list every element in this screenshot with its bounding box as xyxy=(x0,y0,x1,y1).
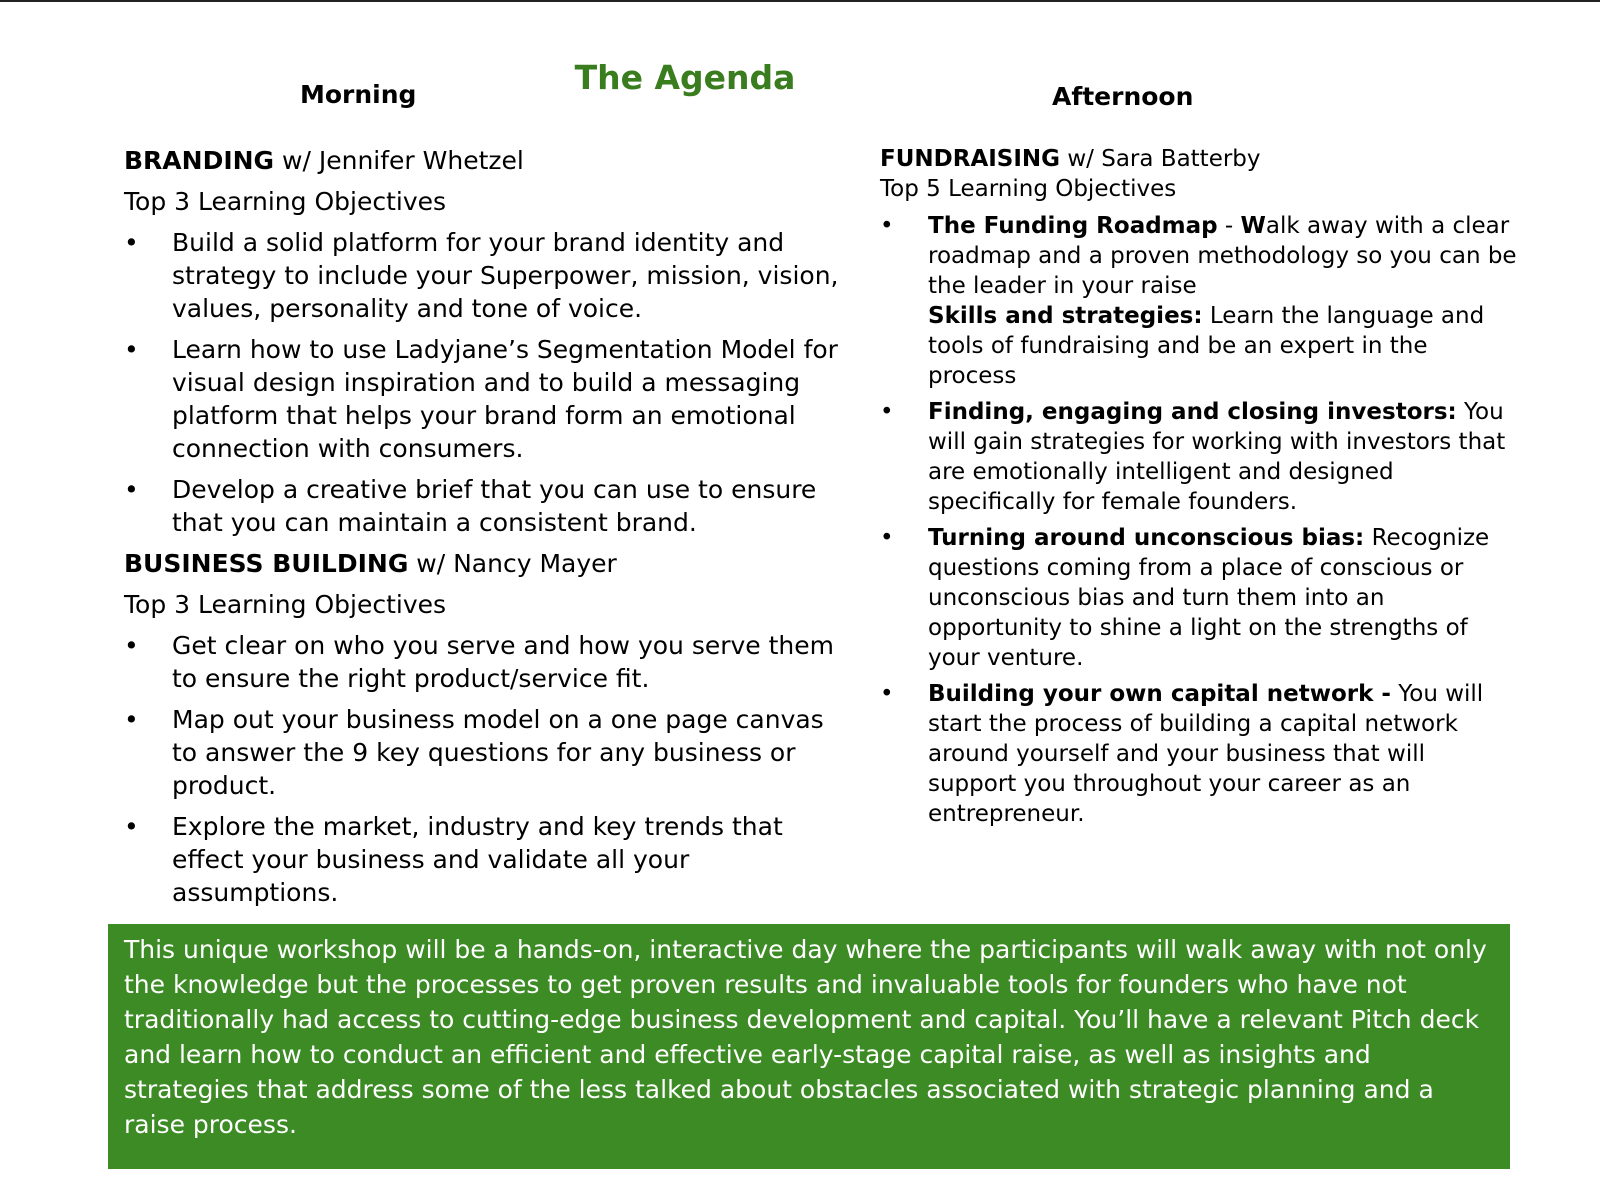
list-item: • Map out your business model on a one page canvas to answer the 9 key questions for any business or product. xyxy=(124,703,844,802)
list-item: • Get clear on who you serve and how you serve them to ensure the right product/service fit. xyxy=(124,629,844,695)
business-building-section-heading xyxy=(124,547,844,580)
fundraising-objectives xyxy=(880,211,1520,829)
morning-heading: Morning xyxy=(300,80,417,109)
presenter: w/ Jennifer Whetzel xyxy=(274,146,524,175)
list-item: • Develop a creative brief that you can use to ensure that you can maintain a consistent brand. xyxy=(124,473,844,539)
item-text: alk away with a clear roadmap and a proven methodology so you can be the leader in your raise xyxy=(928,213,1517,299)
list-item xyxy=(880,523,1520,673)
list-item: • Explore the market, industry and key trends that effect your business and validate all your assumptions. xyxy=(124,810,844,909)
fundraising-subheading: Top 5 Learning Objectives xyxy=(880,176,1177,202)
presenter: w/ Nancy Mayer xyxy=(408,549,617,578)
branding-section-heading xyxy=(124,144,844,177)
afternoon-heading: Afternoon xyxy=(1052,82,1194,111)
fundraising-section-heading xyxy=(880,144,1520,174)
item-sub-text: Learn the language and tools of fundraising and be an expert in the process xyxy=(928,303,1485,389)
list-item xyxy=(880,211,1520,391)
branding-objectives xyxy=(124,226,844,539)
top-rule xyxy=(0,0,1600,2)
banner-text: This unique workshop will be a hands-on, interactive day where the participants will walk away with not only the knowledge but the processes to get proven results and invaluable tools for founders who have not traditionally had access to cutting-edge business development and capital. You’ll have a relevant Pitch deck and learn how to conduct an efficient and effective early-stage capital raise, as well as insights and strategies that address some of the less talked about obstacles associated with strategic planning and a raise process. xyxy=(124,935,1487,1139)
item-lead: The Funding Roadmap xyxy=(928,213,1218,239)
list-item: • Build a solid platform for your brand identity and strategy to include your Superpower, mission, vision, values, personality and tone of voice. xyxy=(124,226,844,325)
section-name: BUSINESS BUILDING xyxy=(124,549,409,578)
list-item: • Learn how to use Ladyjane’s Segmentation Model for visual design inspiration and to build a messaging platform that helps your brand form an emotional connection with consumers. xyxy=(124,333,844,465)
item-text: Recognize questions coming from a place of conscious or unconscious bias and turn them into an opportunity to shine a light on the strengths of your venture. xyxy=(928,525,1490,671)
item-lead: Turning around unconscious bias: xyxy=(928,525,1365,551)
item-separator: - xyxy=(1217,213,1241,239)
business-building-objectives xyxy=(124,629,844,909)
afternoon-column xyxy=(880,144,1520,829)
workshop-description-banner xyxy=(108,924,1510,1169)
list-item xyxy=(880,679,1520,829)
list-item xyxy=(880,397,1520,517)
item-lead-letter: W xyxy=(1240,213,1266,239)
page-title: The Agenda xyxy=(574,58,796,97)
item-lead: Finding, engaging and closing investors: xyxy=(928,399,1457,425)
branding-subheading: Top 3 Learning Objectives xyxy=(124,187,447,216)
presenter: w/ Sara Batterby xyxy=(1060,146,1261,172)
item-text: You will gain strategies for working with investors that are emotionally intelligent and designed specifically for female founders. xyxy=(928,399,1506,515)
morning-column xyxy=(124,144,844,909)
section-name: FUNDRAISING xyxy=(880,146,1061,172)
item-lead: Building your own capital network - xyxy=(928,681,1391,707)
business-building-subheading: Top 3 Learning Objectives xyxy=(124,590,447,619)
item-sub-lead: Skills and strategies: xyxy=(928,303,1203,329)
item-text: You will start the process of building a capital network around yourself and your business that will support you throughout your career as an entrepreneur. xyxy=(928,681,1484,827)
section-name: BRANDING xyxy=(124,146,275,175)
